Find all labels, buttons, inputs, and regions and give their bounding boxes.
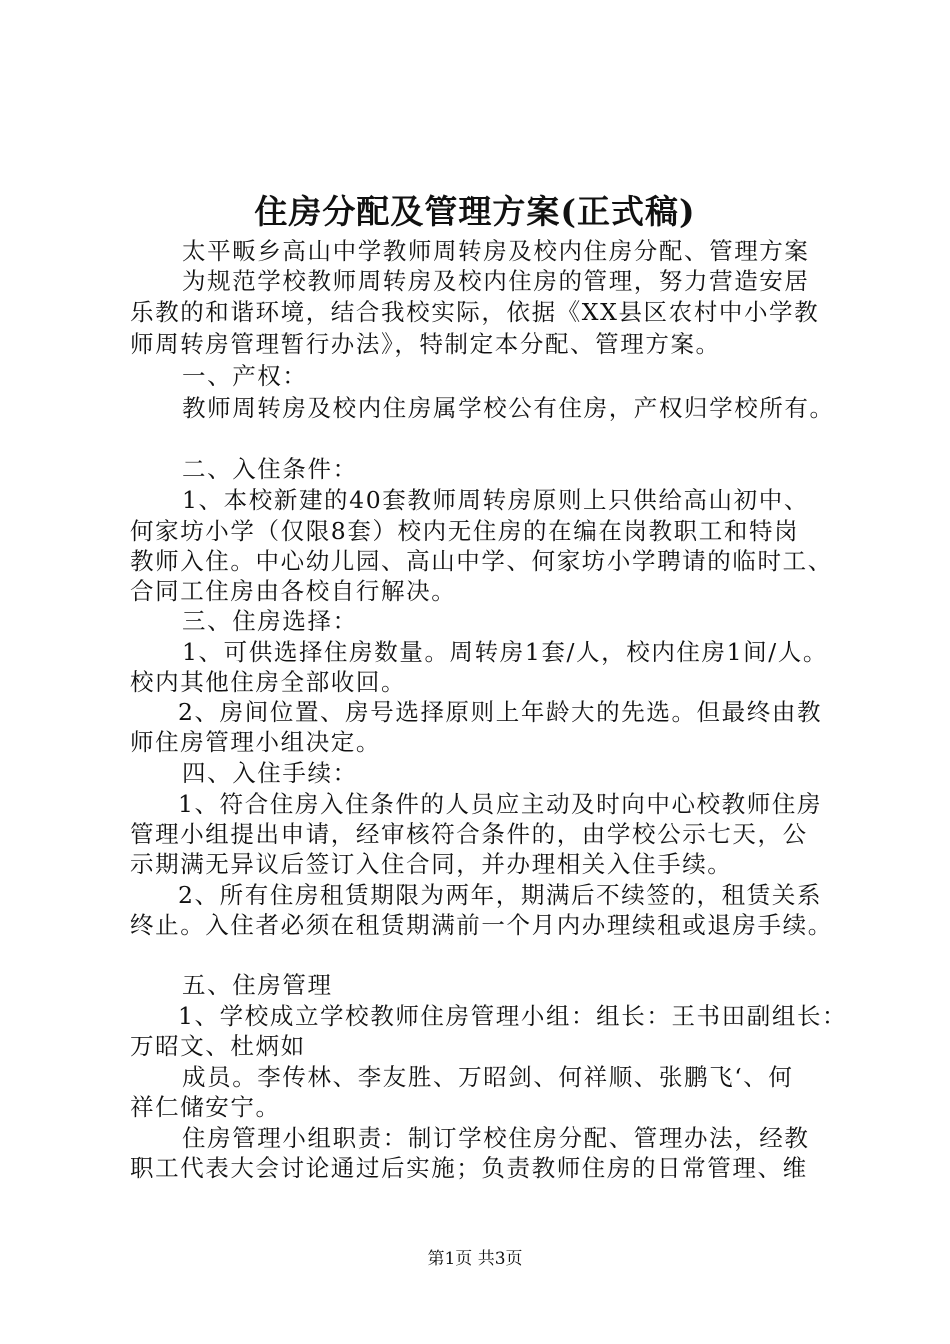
paragraph-line: 1、本校新建的40套教师周转房原则上只供给高山初中、: [182, 486, 809, 514]
document-subtitle: 太平畈乡高山中学教师周转房及校内住房分配、管理方案: [182, 237, 810, 265]
section-heading: 三、住房选择：: [182, 607, 358, 635]
paragraph-line: 2、房间位置、房号选择原则上年龄大的先选。但最终由教: [178, 698, 823, 726]
paragraph-line: 何家坊小学（仅限8套）校内无住房的在编在岗教职工和特岗: [130, 517, 800, 545]
document-title: 住房分配及管理方案(正式稿): [254, 192, 696, 231]
paragraph-line: 1、可供选择住房数量。周转房1套/人，校内住房1间/人。: [182, 638, 828, 666]
paragraph-line: 2、所有住房租赁期限为两年，期满后不续签的，租赁关系: [178, 881, 823, 909]
paragraph-line: 职工代表大会讨论通过后实施；负责教师住房的日常管理、维: [130, 1154, 808, 1182]
paragraph-line: 合同工住房由各校自行解决。: [130, 577, 457, 605]
paragraph-line: 校内其他住房全部收回。: [130, 668, 407, 696]
paragraph-line: 管理小组提出申请，经审核符合条件的，由学校公示七天，公: [130, 820, 808, 848]
section-heading: 一、产权：: [182, 362, 308, 390]
page-footer: 第1页 共3页: [427, 1249, 523, 1269]
paragraph-line: 为规范学校教师周转房及校内住房的管理，努力营造安居: [182, 267, 810, 295]
paragraph-line: 终止。入住者必须在租赁期满前一个月内办理续租或退房手续。: [130, 911, 833, 939]
section-heading: 二、入住条件：: [182, 455, 358, 483]
paragraph-line: 祥仁储安宁。: [130, 1093, 281, 1121]
paragraph-line: 1、学校成立学校教师住房管理小组：组长：王书田副组长：: [178, 1002, 848, 1030]
paragraph-line: 万昭文、杜炳如: [130, 1032, 306, 1060]
paragraph-line: 教师周转房及校内住房属学校公有住房，产权归学校所有。: [182, 394, 835, 422]
paragraph-line: 教师入住。中心幼儿园、高山中学、何家坊小学聘请的临时工、: [130, 547, 833, 575]
paragraph-line: 师周转房管理暂行办法》，特制定本分配、管理方案。: [130, 330, 721, 358]
section-heading: 四、入住手续：: [182, 759, 358, 787]
section-heading: 五、住房管理: [182, 971, 333, 999]
paragraph-line: 示期满无异议后签订入住合同，并办理相关入住手续。: [130, 850, 733, 878]
paragraph-line: 乐教的和谐环境，结合我校实际，依据《XX县区农村中小学教: [130, 298, 820, 326]
paragraph-line: 师住房管理小组决定。: [130, 728, 381, 756]
paragraph-line: 成员。李传林、李友胜、万昭剑、何祥顺、张鹏飞‘、何: [182, 1063, 794, 1091]
paragraph-line: 1、符合住房入住条件的人员应主动及时向中心校教师住房: [178, 790, 823, 818]
paragraph-line: 住房管理小组职责：制订学校住房分配、管理办法，经教: [182, 1124, 810, 1152]
